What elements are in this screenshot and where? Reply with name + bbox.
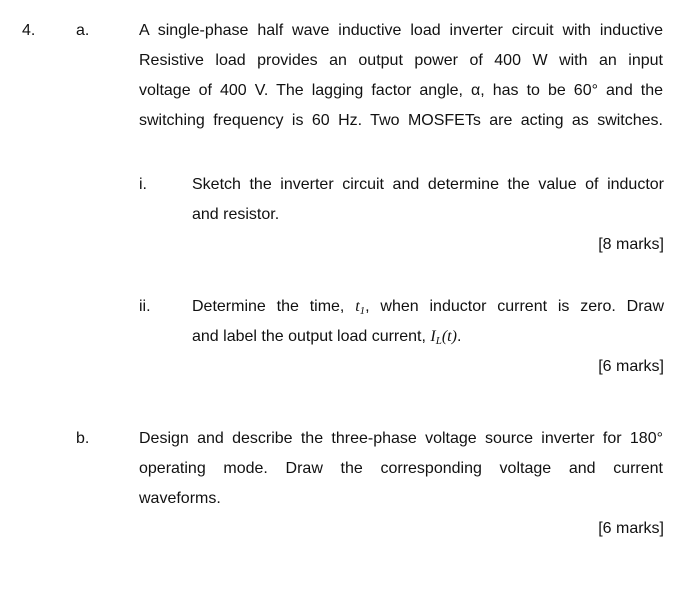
il-subscript: L (435, 335, 442, 347)
sub-ii-text (192, 292, 664, 352)
sub-i-label: i. (139, 176, 147, 193)
sub-i-line: Sketch the inverter circuit and determine the value of inductor (192, 176, 664, 193)
sub-ii-line-1 (192, 292, 664, 322)
part-a-line: Resistive load provides an output power of 400 W with an input (139, 52, 663, 69)
sub-ii-line1-suffix: , when inductor current is zero. Draw (365, 298, 664, 315)
part-a-label: a. (76, 22, 90, 39)
part-b-line: operating mode. Draw the corresponding voltage and current (139, 460, 663, 477)
il-argument: (t) (441, 328, 457, 345)
sub-i-marks: [8 marks] (598, 236, 664, 253)
part-b-text (139, 424, 663, 514)
part-b-line: Design and describe the three-phase voltage source inverter for 180° (139, 430, 663, 447)
sub-ii-line2-prefix: and label the output load current, (192, 328, 431, 345)
part-a-line: switching frequency is 60 Hz. Two MOSFETs are acting as switches. (139, 112, 663, 129)
part-b-line: waveforms. (139, 490, 221, 507)
part-a-line: A single-phase half wave inductive load inverter circuit with inductive (139, 22, 663, 39)
part-a-line: voltage of 400 V. The lagging factor angle, α, has to be 60° and the (139, 82, 663, 99)
t1-symbol: t (355, 298, 360, 315)
t1-subscript: 1 (359, 305, 366, 317)
sub-i-text (192, 170, 664, 230)
sub-ii-line2-suffix: . (456, 328, 462, 345)
sub-i-line: and resistor. (192, 206, 280, 223)
sub-ii-label: ii. (139, 298, 151, 315)
sub-ii-line1-prefix: Determine the time, (192, 298, 356, 315)
il-symbol: I (430, 328, 436, 345)
part-b-label: b. (76, 430, 90, 447)
question-number: 4. (22, 22, 36, 39)
part-a-text (139, 16, 663, 136)
sub-ii-marks: [6 marks] (598, 358, 664, 375)
part-b-marks: [6 marks] (598, 520, 664, 537)
sub-ii-line-2 (192, 322, 664, 352)
